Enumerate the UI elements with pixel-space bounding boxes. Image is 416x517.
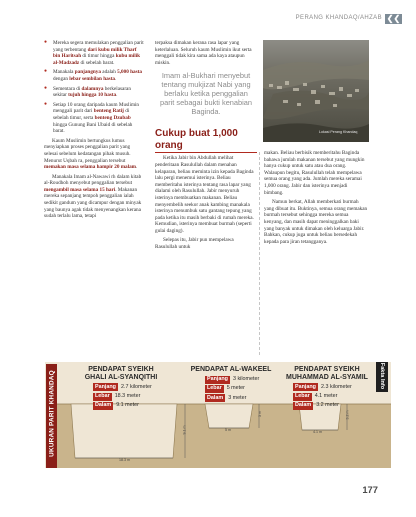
- body-text: berkelasaran sekitar: [53, 85, 131, 99]
- body-text: Mereka segera memulakan penggalian parit yang terbentang: [53, 40, 144, 53]
- body-text: adalah: [101, 69, 118, 76]
- body-text: Manakala: [53, 69, 75, 76]
- opinion-title: PENDAPAT SYEIKH GHALI AL-SYANQITHI: [84, 366, 158, 381]
- body-text: rh: [111, 173, 116, 180]
- dalam-value: 3 meter: [228, 394, 247, 401]
- trench-width-label: 4.1 m: [313, 430, 322, 434]
- body-text: ra: [78, 157, 83, 164]
- column-1-paragraphs: [44, 138, 144, 220]
- fact-item: [44, 102, 144, 135]
- page-header: [0, 14, 416, 28]
- lebar-value: 18.3 meter: [114, 393, 141, 400]
- panjang-value: 2.7 kilometer: [120, 383, 152, 390]
- body-paragraph: [44, 138, 144, 171]
- opinion-title: PENDAPAT AL-WAKEEL: [190, 366, 272, 373]
- emphasis-text: 5,000 hasta: [117, 69, 142, 76]
- opinion-title: PENDAPAT SYEIKH MUHAMMAD AL-SYAMIL: [286, 366, 368, 381]
- story-paragraph: Namun berkat, Allah memberkati burmah yang dibuat itu. Buktinya, semua orang memakan burmah tersebut sehingga mereka semua kenyang, dan masih dapat meninggalkan baki yang banyak untuk dimakan oleh keluarga Jabir. Bahkan, cukup juga untuk beliau bersedekah kepada para jiran tetangganya.: [264, 199, 368, 245]
- body-text: .: [135, 164, 138, 171]
- trench-depth-label: 9.1 m: [182, 425, 187, 435]
- story-paragraph: makan. Beliau berbisik memberitahu Baginda bahawa jumlah makanan tersebut yang mungkin hanya cukup untuk satu atau dua orang. Walaupun begitu, Rasulullah telah mempelawa semua orang yang ada. Jumlah mereka seramai 1,000 orang. Jabir dan isterinya menjadi bimbang.: [264, 150, 365, 196]
- page-number: 177: [362, 484, 378, 495]
- continued-text: terpaksa dimakan kerana rasa lapar yang keterlaluan. Seluruh kaum Muslimin ikut serta menggali tidak kira sama ada kaya ataupun miskin.: [155, 40, 252, 66]
- panjang-value: 3 kilometer: [232, 376, 260, 383]
- opinion-ghali: [73, 366, 169, 411]
- column-3: [264, 150, 368, 248]
- fakta-info-tab: Fakta Info: [376, 362, 388, 392]
- sidebar-paragraph: Ketika Jabir bin Abdullah melihat penderitaan Rasulullah dalam menahan kelaparan, beliau meminta izin kepada Baginda lalu pergi menemui isterinya. Beliau memberitahu isterinya tentang rasa lapar yang dialami oleh Rasulullah. Jabir menyuruh isterinya membuatkan makanan. Beliau menyembelih seekor anak kambing manakala isterinya menumbuk satu gantang tepung yang pada ketika itu masih berbaki di rumah mereka. Kemudian, isterinya membuat burmah (seperti gulai daging).: [155, 155, 254, 234]
- lebar-tag: Lebar: [95, 393, 110, 400]
- body-text: .: [115, 75, 117, 82]
- emphasis-text: benteng Ratij: [93, 108, 124, 115]
- body-paragraph: [44, 174, 144, 220]
- emphasis-text: lebar sembilan hasta: [69, 75, 116, 82]
- aerial-photo-image: [263, 40, 369, 142]
- body-text: Setiap 10 orang daripada kaum Muslimin menggali parit dari: [53, 101, 140, 115]
- emphasis-text: memakan masa selama hampir 20 malam: [44, 164, 136, 171]
- dalam-value: 3.2 meter: [316, 402, 339, 409]
- sidebar-top-rule: [155, 152, 257, 153]
- body-text: dengan: [53, 75, 70, 82]
- fact-item: [44, 69, 144, 82]
- body-text: , penggalian tersebut: [82, 157, 126, 164]
- trench-width-label: 18.3 m: [119, 458, 130, 462]
- opinion-syamil: [279, 366, 375, 411]
- body-text: . Makanan mereka sepanjang tempoh penggalian ialah sedikit gandum yang dicampur dengan minyak yang baunya agak tidak menyenangkan kerana sudah terlalu lama, tetapi: [44, 186, 142, 220]
- body-text: Kaum Muslimin bertungkus lumus menyiapkan proses penggalian parit yang selesai sebelum kedatangan pihak musuh. Menurut Uqbah: [44, 137, 131, 164]
- aerial-photo: [263, 40, 369, 142]
- panjang-value: 2.3 kilometer: [320, 383, 352, 390]
- fact-item: [44, 40, 144, 66]
- body-text: di sebelah barat.: [79, 59, 115, 66]
- lebar-tag: Lebar: [207, 385, 222, 392]
- trench-infographic: [45, 362, 391, 468]
- lebar-value: 5 meter: [226, 385, 245, 392]
- fact-list: [44, 40, 144, 135]
- body-text: hingga Gunung Bani Ubaid di sebelah barat.: [53, 121, 133, 135]
- body-text: Manakala Imam al-Nawawi: [52, 173, 112, 180]
- emphasis-text: tujuh hingga 10 hasta: [68, 92, 117, 99]
- emphasis-text: panjangnya: [74, 69, 101, 76]
- trench-width-label: 5 m: [225, 428, 231, 432]
- body-text: dalam kitab al-Roudhoh menyebut penggalian tersebut: [44, 173, 142, 187]
- trench-depth-label: 3 m: [258, 411, 262, 417]
- emphasis-text: dalamnya: [81, 85, 104, 92]
- body-text: Sementara di: [53, 85, 82, 92]
- emphasis-text: dari kubu milik Tharf bin Haritsah: [53, 46, 137, 60]
- dalam-tag: Dalam: [95, 402, 112, 409]
- dalam-tag: Dalam: [207, 394, 224, 401]
- dalam-tag: Dalam: [295, 402, 312, 409]
- column-divider: [259, 152, 260, 355]
- running-title: PERANG KHANDAQ/AHZAB: [295, 15, 382, 21]
- body-text: .: [116, 92, 118, 99]
- panjang-tag: Panjang: [207, 376, 228, 383]
- panjang-tag: Panjang: [95, 383, 116, 390]
- side-label: UKURAN PARIT KHANDAQ: [46, 364, 57, 468]
- column-1: [44, 40, 144, 223]
- fact-item: [44, 86, 144, 99]
- column-2: [155, 40, 257, 254]
- sidebar-heading: Cukup buat 1,000 orang: [155, 128, 238, 152]
- panjang-tag: Panjang: [295, 383, 316, 390]
- emphasis-text: mengambil masa selama 15 hari: [44, 186, 116, 193]
- emphasis-text: benteng Dzubab: [94, 114, 131, 121]
- sidebar-paragraph: Selepas itu, Jabir pun mempelawa Rasulullah untuk: [155, 237, 234, 251]
- body-text: di sebelah timur, serta: [53, 108, 130, 121]
- chevrons-left-icon: ❮❮: [386, 14, 401, 23]
- lebar-tag: Lebar: [295, 393, 310, 400]
- trench-depth-label: 3.2 m: [345, 410, 350, 420]
- body-text: di timur hingga: [81, 53, 116, 60]
- pull-quote: Imam al-Bukhari menyebut tentang mukjizat Nabi yang berlaku ketika penggalian parit sebagai bukti kenabian Baginda.: [159, 71, 253, 116]
- opinion-wakeel: [183, 366, 279, 404]
- dalam-value: 9.1 meter: [116, 402, 139, 409]
- lebar-value: 4.1 meter: [314, 393, 338, 400]
- emphasis-text: kubu milik al-Madzadz: [53, 53, 141, 66]
- photo-caption: Lokasi Perang Khandaq: [319, 129, 358, 134]
